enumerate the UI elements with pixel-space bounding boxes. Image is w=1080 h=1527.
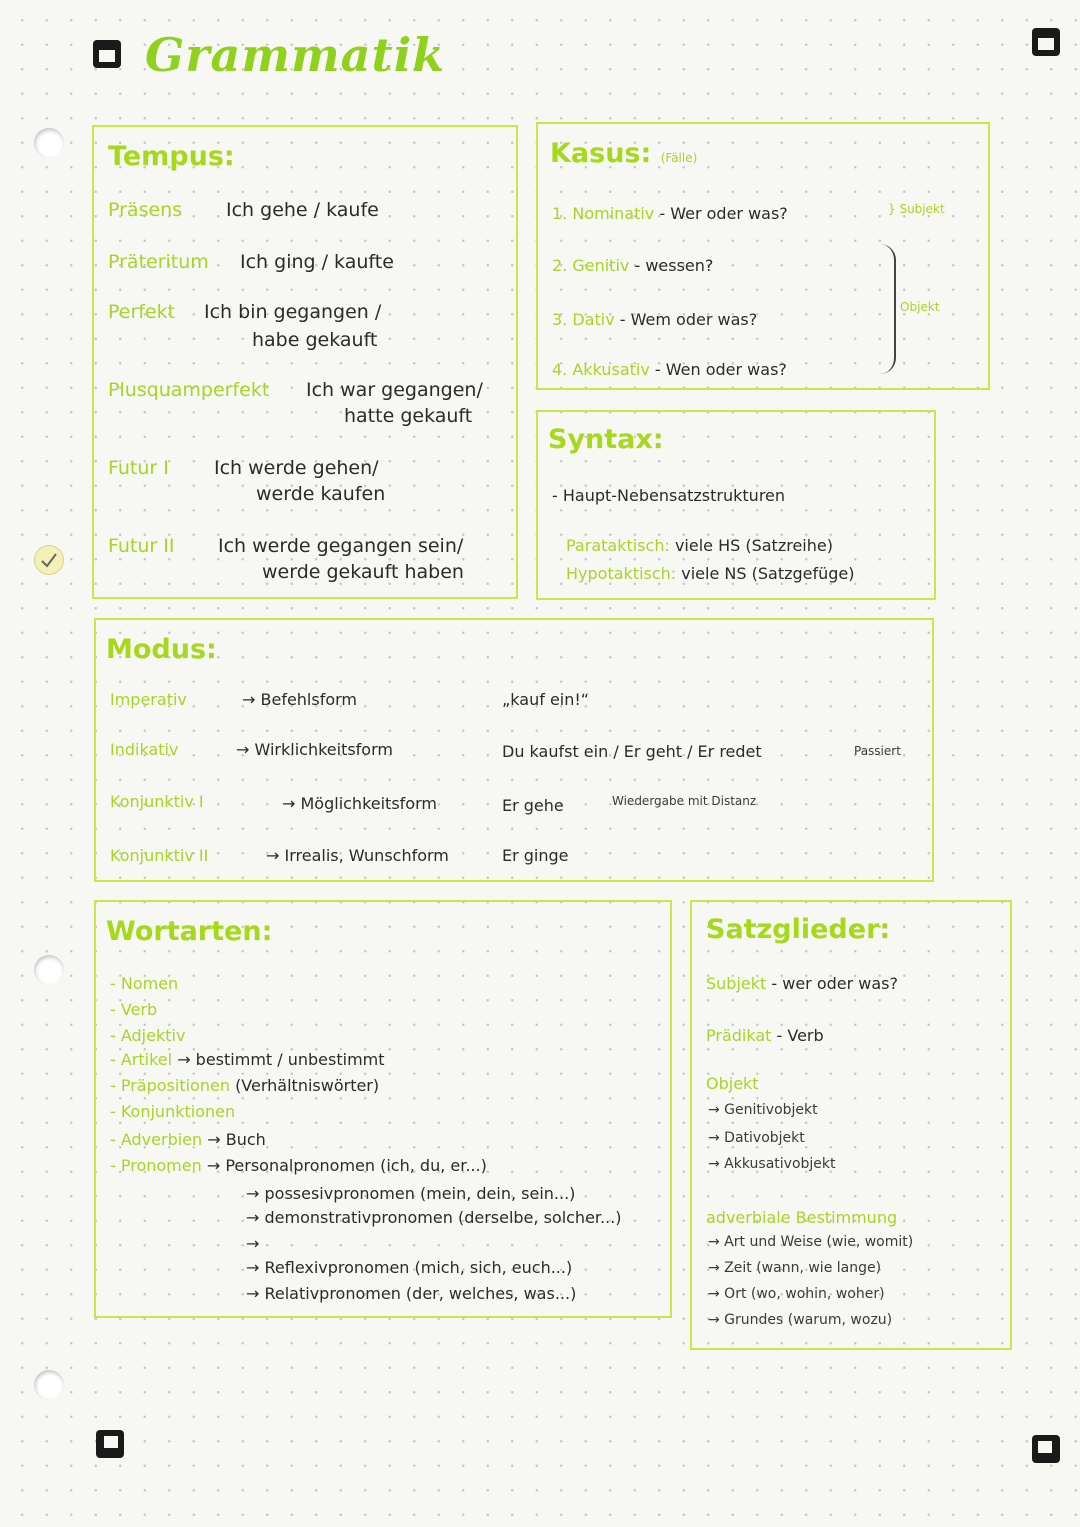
wortart-label: - Präpositionen [110,1076,230,1095]
adverbiale-item: → Ort (wo, wohin, woher) [708,1286,885,1302]
wortart-item [110,1000,157,1019]
corner-marker-icon [96,1430,124,1458]
kasus-question: - Wer oder was? [659,204,788,223]
corner-marker-icon [93,40,121,68]
pronomen-sub: → Relativpronomen (der, welches, was...) [246,1284,577,1303]
punch-hole-middle [34,955,64,985]
pronomen-sub: → possesivpronomen (mein, dein, sein...) [246,1184,576,1203]
syntax-heading: Syntax: [548,424,664,455]
wortart-item [110,974,178,993]
modus-label: Konjunktiv I [110,792,204,811]
wortart-label: - Adjektiv [110,1026,186,1045]
adverbiale-item: → Art und Weise (wie, womit) [708,1234,914,1250]
kasus-note: (Fälle) [660,151,698,165]
kasus-label: 4. Akkusativ [552,360,650,379]
adverbiale-item: → Zeit (wann, wie lange) [708,1260,882,1276]
wortart-label: - Konjunktionen [110,1102,236,1121]
kasus-label: 3. Dativ [552,310,615,329]
wortart-text: → Personalpronomen (ich, du, er...) [206,1156,487,1175]
tempus-text-2: hatte gekauft [344,405,473,427]
adverbiale-label: adverbiale Bestimmung [706,1208,898,1227]
wortart-label: - Artikel [110,1050,173,1069]
modus-example: Er gehe [502,796,564,815]
tempus-row [108,199,182,221]
wortart-item [110,1130,266,1149]
wortarten-box [94,900,672,1318]
pronomen-sub: → Reflexivpronomen (mich, sich, euch...) [246,1258,573,1277]
kasus-row [552,360,787,379]
wortart-label: - Pronomen [110,1156,202,1175]
punch-hole-bottom [34,1370,64,1400]
tempus-text: Ich bin gegangen / [204,301,382,323]
satzglied-label: Subjekt [706,974,767,993]
punch-hole-top [34,128,64,158]
syntax-hypo-label: Hypotaktisch: [566,564,677,583]
checkmark-sticker-icon [34,545,64,575]
objekt-item: → Akkusativobjekt [708,1156,836,1172]
tempus-row [108,301,175,323]
kasus-label: 1. Nominativ [552,204,655,223]
tempus-label: Perfekt [108,301,176,323]
modus-def: → Möglichkeitsform [282,794,437,813]
modus-label: Indikativ [110,740,179,759]
satzglieder-heading: Satzglieder: [706,914,891,945]
subjekt-note: } Subjekt [888,202,945,216]
tempus-row [108,535,174,557]
corner-marker-icon [1032,28,1060,56]
kasus-heading-text: Kasus: [550,138,652,169]
kasus-row [552,256,713,275]
tempus-text-2: habe gekauft [252,329,378,351]
modus-example: Er ginge [502,846,569,865]
wortarten-heading: Wortarten: [106,916,273,947]
tempus-text: Ich werde gegangen sein/ [218,535,464,557]
objekt-item: → Genitivobjekt [708,1102,818,1118]
syntax-para [566,536,833,555]
wortart-text: (Verhältniswörter) [235,1076,380,1095]
modus-note: Passiert [854,744,901,758]
tempus-label: Präteritum [108,251,209,273]
kasus-row [552,204,788,223]
kasus-question: - wessen? [634,256,714,275]
modus-def: → Irrealis, Wunschform [266,846,449,865]
tempus-label: Präsens [108,199,183,221]
wortart-item [110,1076,379,1095]
tempus-label: Plusquamperfekt [108,379,270,401]
modus-def: → Befehlsform [242,690,358,709]
wortart-label: - Nomen [110,974,179,993]
satzglied-text: - wer oder was? [771,974,898,993]
satzglied-praedikat [706,1026,824,1045]
modus-def: → Wirklichkeitsform [236,740,393,759]
syntax-para-label: Parataktisch: [566,536,670,555]
tempus-label: Futur II [108,535,175,557]
wortart-item [110,1050,385,1069]
tempus-row [108,457,169,479]
wortart-text: → Buch [207,1130,266,1149]
satzglied-subjekt [706,974,898,993]
kasus-row [552,310,757,329]
syntax-para-text: viele HS (Satzreihe) [674,536,833,555]
tempus-text: Ich war gegangen/ [306,379,483,401]
tempus-heading: Tempus: [108,141,235,172]
tempus-text-2: werde kaufen [256,483,386,505]
pronomen-sub: → [246,1234,260,1253]
tempus-text: Ich werde gehen/ [214,457,379,479]
modus-heading: Modus: [106,634,217,665]
tempus-box [92,125,518,599]
brace-icon [880,244,896,374]
wortart-item [110,1102,235,1121]
satzglied-objekt-label: Objekt [706,1074,759,1093]
syntax-box [536,410,936,600]
page-title: Grammatik [145,28,446,82]
tempus-text: Ich ging / kaufte [240,251,394,273]
objekt-item: → Dativobjekt [708,1130,805,1146]
kasus-box [536,122,990,390]
tempus-text-2: werde gekauft haben [262,561,464,583]
tempus-row [108,379,269,401]
adverbiale-item: → Grundes (warum, wozu) [708,1312,893,1328]
kasus-heading [550,138,697,169]
satzglieder-box [690,900,1012,1350]
subjekt-note-text: Subjekt [899,202,945,216]
tempus-label: Futur I [108,457,169,479]
objekt-note: Objekt [900,300,940,314]
modus-label: Konjunktiv II [110,846,209,865]
satzglied-text: - Verb [776,1026,824,1045]
kasus-question: - Wem oder was? [619,310,758,329]
corner-marker-icon [1032,1435,1060,1463]
modus-example: Du kaufst ein / Er geht / Er redet [502,742,762,761]
pronomen-sub: → demonstrativpronomen (derselbe, solcher...) [246,1208,622,1227]
tempus-text: Ich gehe / kaufe [226,199,379,221]
modus-box [94,618,934,882]
syntax-hypo-text: viele NS (Satzgefüge) [681,564,855,583]
modus-note: Wiedergabe mit Distanz [612,794,757,808]
kasus-label: 2. Genitiv [552,256,630,275]
wortart-item [110,1156,487,1175]
tempus-row [108,251,209,273]
wortart-label: - Adverbien [110,1130,203,1149]
wortart-item [110,1026,185,1045]
kasus-question: - Wen oder was? [654,360,787,379]
wortart-text: → bestimmt / unbestimmt [177,1050,385,1069]
wortart-label: - Verb [110,1000,158,1019]
syntax-line: - Haupt-Nebensatzstrukturen [552,486,786,505]
modus-example: „kauf ein!“ [502,690,590,709]
satzglied-label: Prädikat [706,1026,772,1045]
modus-label: Imperativ [110,690,187,709]
syntax-hypo [566,564,855,583]
